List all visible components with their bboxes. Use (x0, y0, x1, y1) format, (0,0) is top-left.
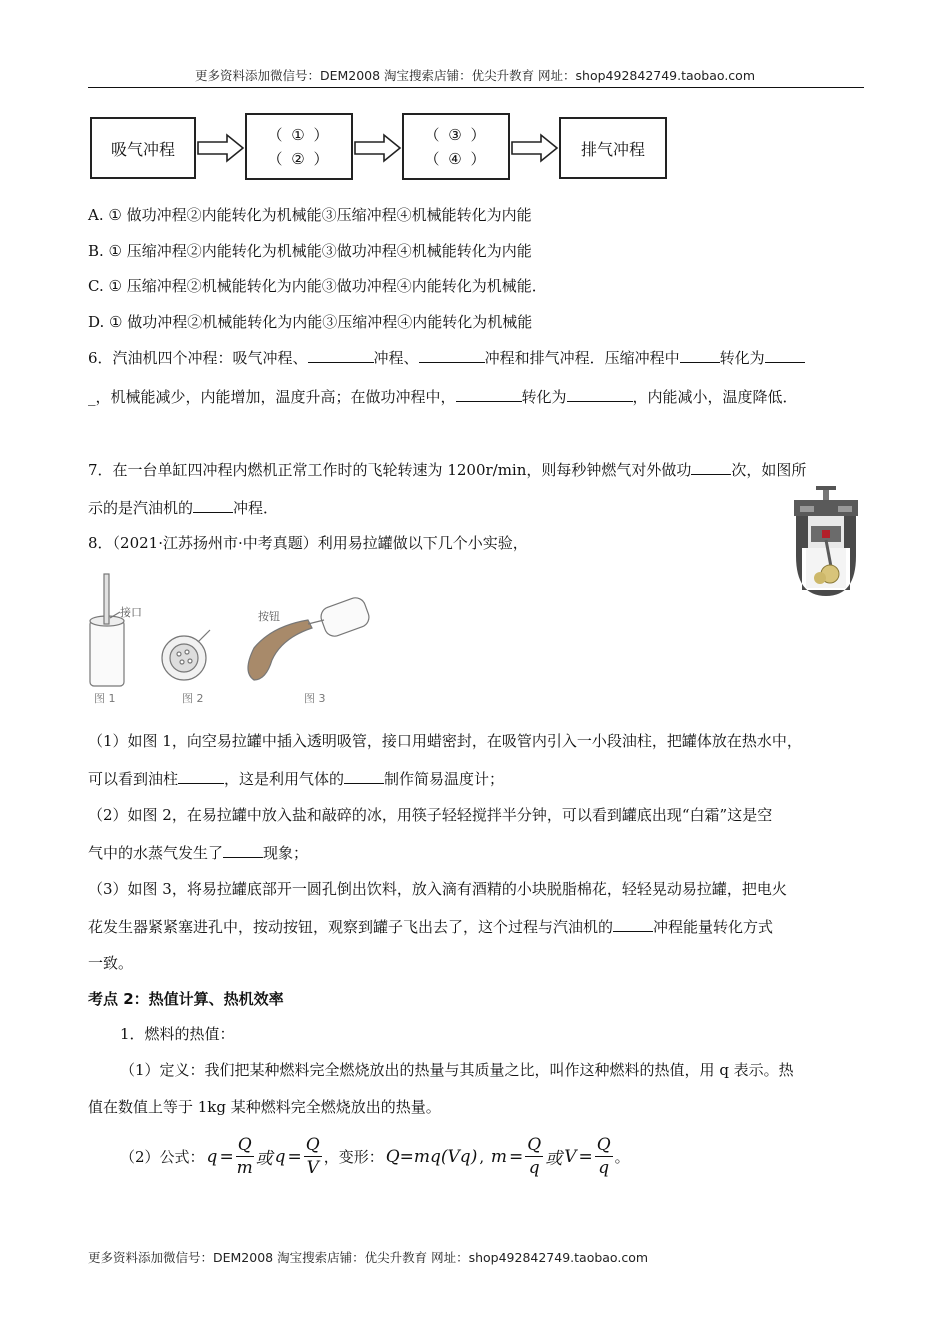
label-fig1: 图 1 (94, 692, 116, 705)
can-with-straw-illustration (90, 574, 124, 686)
q8-title: 8．（2021·江苏扬州市·中考真题）利用易拉罐做以下几个小实验， (88, 534, 528, 552)
option-b: B. ① 压缩冲程②内能转化为机械能③做功冲程④机械能转化为内能 (88, 242, 532, 260)
label-fig3: 图 3 (304, 692, 326, 705)
fraction-q-over-v: $\frac{Q}{V}$ (305, 1135, 320, 1178)
option-c: C. ① 压缩冲程②机械能转化为内能③做功冲程④内能转化为机械能． (88, 277, 547, 295)
flow-start-box (90, 117, 196, 179)
flow-arrow-3 (511, 133, 559, 163)
answer-blank[interactable] (419, 347, 485, 363)
definition-line-2: 值在数值上等于 1kg 某种燃料完全燃烧放出的热量。 (88, 1098, 441, 1116)
option-d: D. ① 做功冲程②机械能转化为内能③压缩冲程④内能转化为机械能 (88, 313, 533, 331)
answer-blank[interactable] (178, 768, 224, 784)
q7-line-2: 示的是汽油机的 冲程． (88, 499, 279, 517)
q8-sub2-line-1: （2）如图 2，在易拉罐中放入盐和敲碎的冰，用筷子轻轻搅拌半分钟，可以看到罐底出现“白霜”这是空 (88, 806, 773, 824)
option-a: A. ① 做功冲程②内能转化为机械能③压缩冲程④机械能转化为内能 (88, 206, 532, 224)
flow-arrow-1 (197, 133, 245, 163)
q8-sub3-line-2: 花发生器紧紧塞进孔中，按动按钮，观察到罐子飞出去了，这个过程与汽油机的 冲程能量转化方式 (88, 918, 774, 936)
section-2-title: 考点 2：热值计算、热机效率 (88, 990, 284, 1008)
q8-sub2-line-2: 气中的水蒸气发生了 现象； (88, 844, 309, 862)
answer-blank[interactable] (691, 459, 731, 475)
experiment-figures (86, 568, 396, 708)
q8-sub3-line-1: （3）如图 3，将易拉罐底部开一圆孔倒出饮料，放入滴有酒精的小块脱脂棉花，轻轻晃动易拉罐，把电火 (88, 880, 787, 898)
answer-blank[interactable] (223, 842, 263, 858)
can-bottom-illustration (162, 630, 210, 680)
q8-sub1-line-1: （1）如图 1，向空易拉罐中插入透明吸管，接口用蜡密封，在吸管内引入一小段油柱，把罐体放在热水中， (88, 732, 802, 750)
answer-blank[interactable] (344, 768, 384, 784)
answer-blank[interactable] (613, 916, 653, 932)
label-port: 接口 (120, 606, 142, 619)
flow-slot-1-bottom: （ ② ） (267, 149, 331, 168)
spark-igniter-illustration (248, 595, 372, 680)
flow-slot-box-2 (402, 113, 510, 180)
flow-slot-1-top: （ ① ） (267, 125, 331, 144)
formula-q-mq: Q=mq(Vq) (385, 1146, 478, 1167)
q8-sub3-line-3: 一致。 (88, 954, 134, 972)
q6-line-1: 6．汽油机四个冲程：吸气冲程、 冲程、 冲程和排气冲程．压缩冲程中 转化为 (88, 347, 873, 368)
answer-blank[interactable] (680, 347, 720, 363)
page-header: 更多资料添加微信号：DEM2008 淘宝搜索店铺：优尖升教育 网址：shop492842749.taobao.com (194, 68, 756, 83)
flow-slot-box-1 (245, 113, 353, 180)
formula-label: （2）公式： (120, 1148, 205, 1166)
answer-blank[interactable] (765, 347, 805, 363)
definition-line-1: （1）定义：我们把某种燃料完全燃烧放出的热量与其质量之比，叫作这种燃料的热值，用 q 表示。热 (120, 1061, 794, 1079)
formula-line: （2）公式： q = $\frac{Q}{m}$ 或 q = $\frac{Q}{V}$ ，变形： Q=mq(Vq) , m = $\frac{Q}{q}$ 或 V = $\frac{Q}{q}$ 。 (120, 1135, 630, 1178)
answer-blank[interactable] (456, 386, 522, 402)
fraction-v: $\frac{Q}{q}$ (596, 1135, 611, 1178)
fraction-q-over-m: $\frac{Q}{m}$ (236, 1135, 253, 1178)
fraction-m: $\frac{Q}{q}$ (527, 1135, 542, 1178)
flow-slot-2-bottom: （ ④ ） (424, 149, 488, 168)
flow-end-box (559, 117, 667, 179)
page-footer: 更多资料添加微信号：DEM2008 淘宝搜索店铺：优尖升教育 网址：shop492842749.taobao.com (88, 1250, 649, 1265)
flow-end-label: 排气冲程 (580, 139, 645, 159)
label-fig2: 图 2 (182, 692, 204, 705)
q6-line-2: _，机械能减少，内能增加，温度升高；在做功冲程中， 转化为 ，内能减小，温度降低． (88, 388, 798, 406)
header-rule (88, 87, 864, 88)
answer-blank[interactable] (308, 347, 374, 363)
flow-slot-2-top: （ ③ ） (424, 125, 488, 144)
answer-blank[interactable] (567, 386, 633, 402)
answer-blank[interactable] (193, 497, 233, 513)
q7-line-1: 7．在一台单缸四冲程内燃机正常工作时的飞轮转速为 1200r/min，则每秒钟燃气对外做功 次，如图所 (88, 461, 807, 479)
transform-label: ，变形： (323, 1148, 384, 1166)
section-2-item-1: 1．燃料的热值： (120, 1025, 235, 1043)
flow-arrow-2 (354, 133, 402, 163)
label-button: 按钮 (258, 610, 280, 623)
q8-sub1-line-2: 可以看到油柱 ，这是利用气体的 制作简易温度计； (88, 770, 505, 788)
flow-start-label: 吸气冲程 (110, 139, 175, 159)
